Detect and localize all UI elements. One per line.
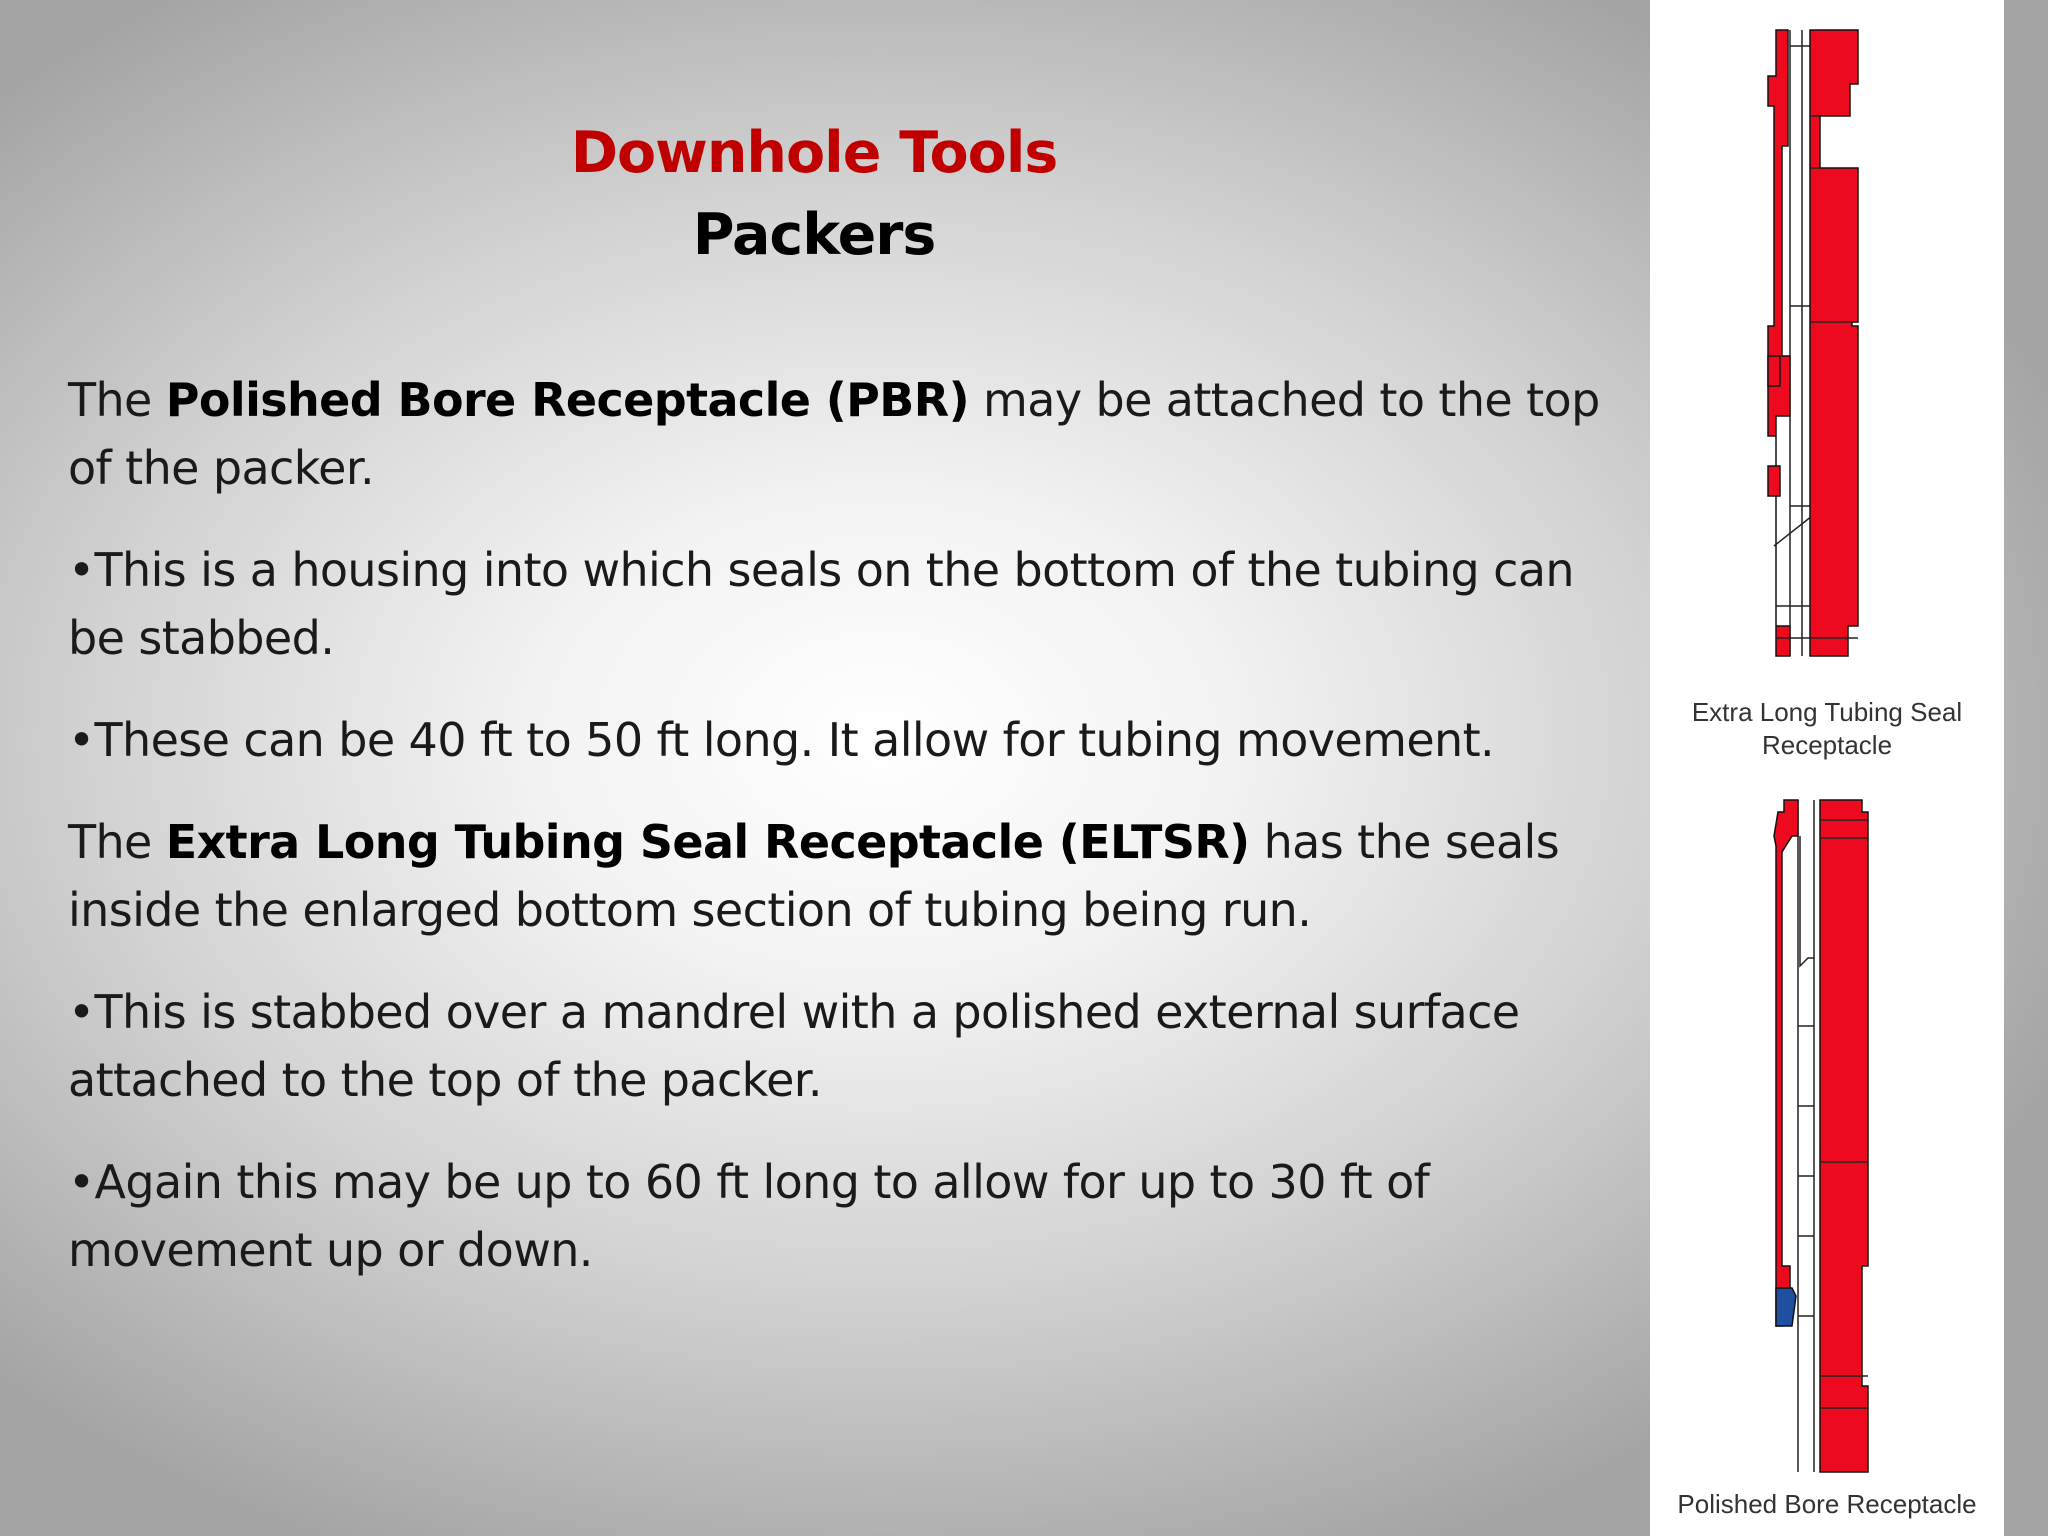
caption-line: Polished Bore Receptacle	[1677, 1489, 1977, 1519]
slide-subtitle: Packers	[692, 202, 936, 268]
paragraph-text: The	[68, 373, 166, 427]
paragraph-text: has the seals inside the enlarged bottom section of tubing being run.	[68, 815, 1560, 937]
paragraph-eltsr	[68, 808, 1608, 944]
caption-line: Receptacle	[1761, 730, 1893, 760]
bullet-mandrel	[68, 978, 1608, 1114]
bullet-housing	[68, 536, 1608, 672]
eltsr-diagram	[1760, 26, 1900, 662]
bullet-text: •This is stabbed over a mandrel with a polished external surface attached to the top of the packer.	[68, 985, 1520, 1107]
title-block	[380, 112, 1248, 276]
paragraph-bold-term: Polished Bore Receptacle (PBR)	[165, 373, 969, 427]
body-text	[68, 366, 1608, 1318]
caption-line: Extra Long Tubing Seal	[1691, 697, 1963, 727]
bullet-text: •These can be 40 ft to 50 ft long. It allow for tubing movement.	[68, 713, 1495, 767]
pbr-caption	[1650, 1488, 2004, 1521]
bullet-movement	[68, 1148, 1608, 1284]
bullet-length	[68, 706, 1608, 774]
paragraph-bold-term: Extra Long Tubing Seal Receptacle (ELTSR)	[165, 815, 1250, 869]
bullet-text: •Again this may be up to 60 ft long to allow for up to 30 ft of movement up or down.	[68, 1155, 1430, 1277]
figure-panel	[1650, 0, 2004, 1536]
slide-title: Downhole Tools	[570, 120, 1058, 186]
bullet-text: •This is a housing into which seals on the bottom of the tubing can be stabbed.	[68, 543, 1574, 665]
paragraph-text: may be attached to the top of the packer.	[68, 373, 1600, 495]
paragraph-pbr	[68, 366, 1608, 502]
eltsr-caption	[1650, 696, 2004, 762]
paragraph-text: The	[68, 815, 166, 869]
pbr-diagram	[1764, 796, 1904, 1476]
